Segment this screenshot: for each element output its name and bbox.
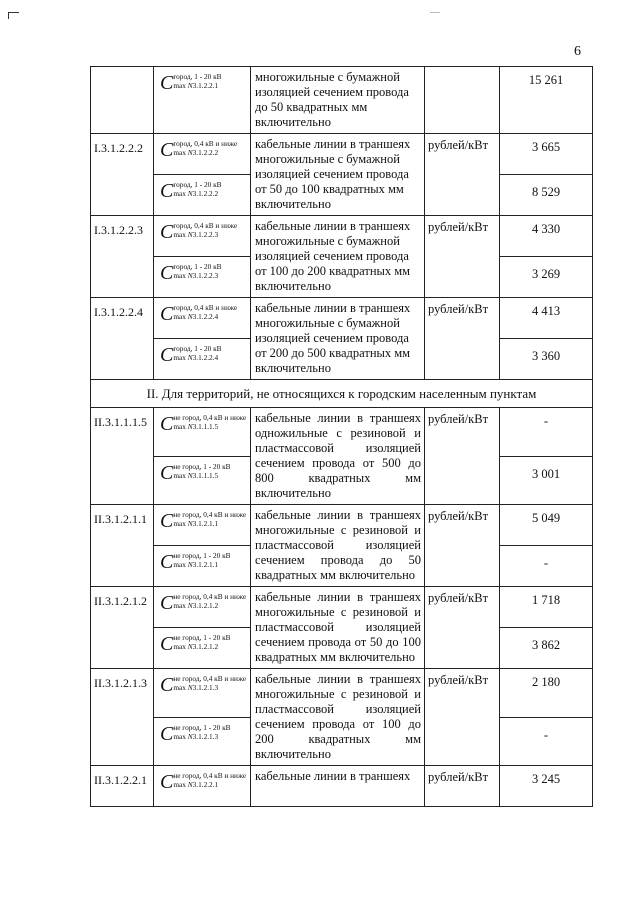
tariff-unit: рублей/кВт [425,766,500,807]
tariff-formula [160,769,246,795]
tariff-code: I.3.1.2.2.4 [91,298,154,380]
table-row [91,216,593,257]
tariff-description: кабельные линии в траншеях многожильные с бумажной изоляцией сечением провода от 50 до 100 квадратных мм включительно [251,134,425,216]
tariff-description: кабельные линии в траншеях многожильные с резиновой и пластмассовой изоляцией сечением провода от 100 до 200 квадратных мм включительно [251,669,425,766]
tariff-value: 8 529 [500,175,593,216]
tariff-description: кабельные линии в траншеях одножильные с резиновой и пластмассовой изоляцией сечением провода от 500 до 800 квадратных мм включительно [251,408,425,505]
page-number: 6 [574,44,581,59]
formula-superscript: не город, 0,4 кВ и ниже [173,674,247,683]
tariff-code: I.3.1.2.2.3 [91,216,154,298]
formula-symbol: C [160,72,174,94]
formula-subscript: max N3.1.2.2.2 [173,148,219,157]
tariff-formula [160,590,246,616]
tariff-formula [160,219,237,245]
tariff-value: 15 261 [500,67,593,134]
tariff-formula [160,672,246,698]
formula-subscript: max N3.1.2.1.2 [173,642,219,651]
formula-symbol: C [160,592,174,614]
tariff-description: кабельные линии в траншеях [251,766,425,807]
tariff-unit: рублей/кВт [425,669,500,766]
formula-subscript: max N3.1.1.1.5 [173,422,219,431]
formula-superscript: город, 1 - 20 кВ [173,262,222,271]
tariff-description: кабельные линии в траншеях многожильные с резиновой и пластмассовой изоляцией сечением провода до 50 квадратных мм включительно [251,505,425,587]
tariff-formula [160,342,222,368]
formula-superscript: город, 1 - 20 кВ [173,180,222,189]
formula-symbol: C [160,262,174,284]
tariff-formula [160,137,237,163]
table-row [91,298,593,339]
tariff-code: I.3.1.2.2.2 [91,134,154,216]
formula-superscript: город, 0,4 кВ и ниже [173,303,238,312]
tariff-value: 5 049 [500,505,593,546]
formula-symbol: C [160,771,174,793]
formula-symbol: C [160,344,174,366]
tariff-table [90,66,593,807]
formula-symbol: C [160,510,174,532]
tariff-formula [160,301,237,327]
formula-superscript: город, 0,4 кВ и ниже [173,221,238,230]
formula-symbol: C [160,180,174,202]
table-row [91,766,593,807]
formula-subscript: max N3.1.2.2.1 [173,81,219,90]
formula-subscript: max N3.1.1.1.5 [173,470,219,480]
tariff-formula [160,178,222,204]
formula-superscript: город, 0,4 кВ и ниже [173,139,238,148]
formula-superscript: город, 1 - 20 кВ [173,344,222,353]
tariff-code: II.3.1.2.1.2 [91,587,154,669]
formula-subscript: max N3.1.2.2.3 [173,230,219,239]
table-row [91,669,593,718]
formula-subscript: max N3.1.2.2.3 [173,271,219,280]
tariff-unit: рублей/кВт [425,587,500,669]
tariff-value: - [500,546,593,587]
formula-subscript: max N3.1.2.2.4 [173,312,219,321]
tariff-formula [160,721,230,747]
formula-symbol: C [160,674,174,696]
tariff-description: кабельные линии в траншеях многожильные с резиновой и пластмассовой изоляцией сечением провода от 50 до 100 квадратных мм включительно [251,587,425,669]
tariff-formula [160,631,230,657]
tariff-unit [425,67,500,134]
formula-subscript: max N3.1.2.1.1 [173,560,219,569]
formula-symbol: C [160,303,174,325]
tariff-description: кабельные линии в траншеях многожильные с бумажной изоляцией сечением провода от 200 до 500 квадратных мм включительно [251,298,425,380]
scan-tick-mark [430,12,440,13]
tariff-value: 1 718 [500,587,593,628]
formula-subscript: max N3.1.2.1.3 [173,683,219,692]
formula-symbol: C [160,461,174,484]
tariff-value: 3 245 [500,766,593,807]
tariff-value: - [500,717,593,766]
formula-superscript: не город, 0,4 кВ и ниже [173,413,247,422]
formula-subscript: max N3.1.2.1.2 [173,601,219,610]
tariff-unit: рублей/кВт [425,216,500,298]
table-row [91,505,593,546]
tariff-value: - [500,408,593,457]
tariff-formula [160,411,246,437]
formula-subscript: max N3.1.2.1.1 [173,519,219,528]
tariff-formula [160,460,230,486]
tariff-unit: рублей/кВт [425,505,500,587]
formula-symbol: C [160,413,174,435]
tariff-unit: рублей/кВт [425,298,500,380]
formula-subscript: max N3.1.2.2.1 [173,780,219,789]
formula-symbol: C [160,139,174,161]
tariff-value: 4 413 [500,298,593,339]
formula-superscript: не город, 0,4 кВ и ниже [173,592,247,601]
scan-corner-mark [8,12,19,19]
tariff-code [91,67,154,134]
formula-symbol: C [160,633,174,655]
formula-symbol: C [160,221,174,243]
formula-superscript: не город, 1 - 20 кВ [173,461,231,471]
formula-superscript: не город, 1 - 20 кВ [173,551,231,560]
tariff-value: 3 269 [500,257,593,298]
section-row [91,380,593,408]
formula-subscript: max N3.1.2.2.4 [173,353,219,362]
formula-symbol: C [160,722,174,745]
tariff-value: 4 330 [500,216,593,257]
tariff-formula [160,260,222,286]
tariff-formula [160,549,230,575]
tariff-code: II.3.1.1.1.5 [91,408,154,505]
formula-symbol: C [160,551,174,573]
formula-superscript: не город, 1 - 20 кВ [173,633,231,642]
tariff-description: многожильные с бумажной изоляцией сечением провода до 50 квадратных мм включительно [251,67,425,134]
tariff-code: II.3.1.2.1.3 [91,669,154,766]
formula-superscript: не город, 1 - 20 кВ [173,722,231,732]
formula-superscript: город, 1 - 20 кВ [173,72,222,81]
formula-superscript: не город, 0,4 кВ и ниже [173,771,247,780]
formula-subscript: max N3.1.2.1.3 [173,731,219,741]
tariff-value: 3 001 [500,456,593,505]
tariff-value: 3 360 [500,339,593,380]
tariff-value: 3 862 [500,628,593,669]
formula-subscript: max N3.1.2.2.2 [173,189,219,198]
tariff-value: 3 665 [500,134,593,175]
tariff-unit: рублей/кВт [425,408,500,505]
tariff-description: кабельные линии в траншеях многожильные с бумажной изоляцией сечением провода от 100 до 200 квадратных мм включительно [251,216,425,298]
section-heading: II. Для территорий, не относящихся к городским населенным пунктам [91,380,593,408]
table-row [91,134,593,175]
table-row [91,587,593,628]
tariff-code: II.3.1.2.2.1 [91,766,154,807]
tariff-value: 2 180 [500,669,593,718]
tariff-unit: рублей/кВт [425,134,500,216]
tariff-formula [160,70,222,96]
formula-superscript: не город, 0,4 кВ и ниже [173,510,247,519]
table-row [91,67,593,134]
table-row [91,408,593,457]
tariff-code: II.3.1.2.1.1 [91,505,154,587]
tariff-formula [160,508,246,534]
